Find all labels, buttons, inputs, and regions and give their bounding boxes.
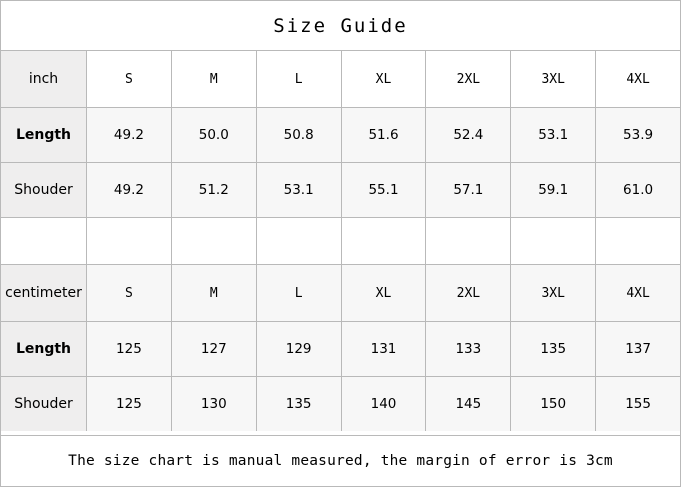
cm-size-2xl: 2XL [426, 265, 511, 321]
cm-shouder-2xl: 145 [426, 377, 511, 431]
inch-shouder-label: Shouder [1, 163, 87, 217]
spacer-cell [342, 218, 427, 264]
cm-size-m: M [172, 265, 257, 321]
spacer-cell [172, 218, 257, 264]
inch-size-s: S [87, 51, 172, 107]
inch-length-l: 50.8 [257, 108, 342, 162]
inch-size-xl: XL [342, 51, 427, 107]
spacer-cell [1, 218, 87, 264]
cm-size-header-row [1, 265, 680, 322]
cm-length-xl: 131 [342, 322, 427, 376]
cm-shouder-label: Shouder [1, 377, 87, 431]
spacer-cell [426, 218, 511, 264]
inch-length-m: 50.0 [172, 108, 257, 162]
spacer-cell [596, 218, 680, 264]
cm-size-l: L [257, 265, 342, 321]
inch-unit-label: inch [1, 51, 87, 107]
cm-length-l: 129 [257, 322, 342, 376]
measurement-disclaimer: The size chart is manual measured, the margin of error is 3cm [1, 435, 680, 486]
cm-length-3xl: 135 [511, 322, 596, 376]
inch-length-3xl: 53.1 [511, 108, 596, 162]
size-table [1, 51, 680, 435]
spacer-cell [87, 218, 172, 264]
cm-shouder-s: 125 [87, 377, 172, 431]
table-row [1, 108, 680, 163]
inch-length-xl: 51.6 [342, 108, 427, 162]
cm-size-3xl: 3XL [511, 265, 596, 321]
inch-length-2xl: 52.4 [426, 108, 511, 162]
inch-size-2xl: 2XL [426, 51, 511, 107]
inch-shouder-xl: 55.1 [342, 163, 427, 217]
inch-shouder-3xl: 59.1 [511, 163, 596, 217]
table-row [1, 377, 680, 431]
inch-size-4xl: 4XL [596, 51, 680, 107]
table-row [1, 322, 680, 377]
cm-length-s: 125 [87, 322, 172, 376]
table-row [1, 163, 680, 218]
cm-unit-label: centimeter [1, 265, 87, 321]
inch-size-m: M [172, 51, 257, 107]
cm-size-4xl: 4XL [596, 265, 680, 321]
cm-shouder-xl: 140 [342, 377, 427, 431]
cm-length-label: Length [1, 322, 87, 376]
cm-shouder-3xl: 150 [511, 377, 596, 431]
cm-length-m: 127 [172, 322, 257, 376]
cm-size-s: S [87, 265, 172, 321]
cm-shouder-m: 130 [172, 377, 257, 431]
cm-shouder-l: 135 [257, 377, 342, 431]
inch-shouder-s: 49.2 [87, 163, 172, 217]
inch-size-header-row [1, 51, 680, 108]
cm-length-2xl: 133 [426, 322, 511, 376]
cm-shouder-4xl: 155 [596, 377, 680, 431]
spacer-cell [257, 218, 342, 264]
inch-size-3xl: 3XL [511, 51, 596, 107]
inch-shouder-m: 51.2 [172, 163, 257, 217]
cm-size-xl: XL [342, 265, 427, 321]
inch-length-4xl: 53.9 [596, 108, 680, 162]
table-spacer-row [1, 218, 680, 265]
page-title: Size Guide [1, 1, 680, 51]
inch-shouder-4xl: 61.0 [596, 163, 680, 217]
inch-shouder-2xl: 57.1 [426, 163, 511, 217]
inch-length-label: Length [1, 108, 87, 162]
cm-length-4xl: 137 [596, 322, 680, 376]
spacer-cell [511, 218, 596, 264]
inch-shouder-l: 53.1 [257, 163, 342, 217]
inch-length-s: 49.2 [87, 108, 172, 162]
inch-size-l: L [257, 51, 342, 107]
